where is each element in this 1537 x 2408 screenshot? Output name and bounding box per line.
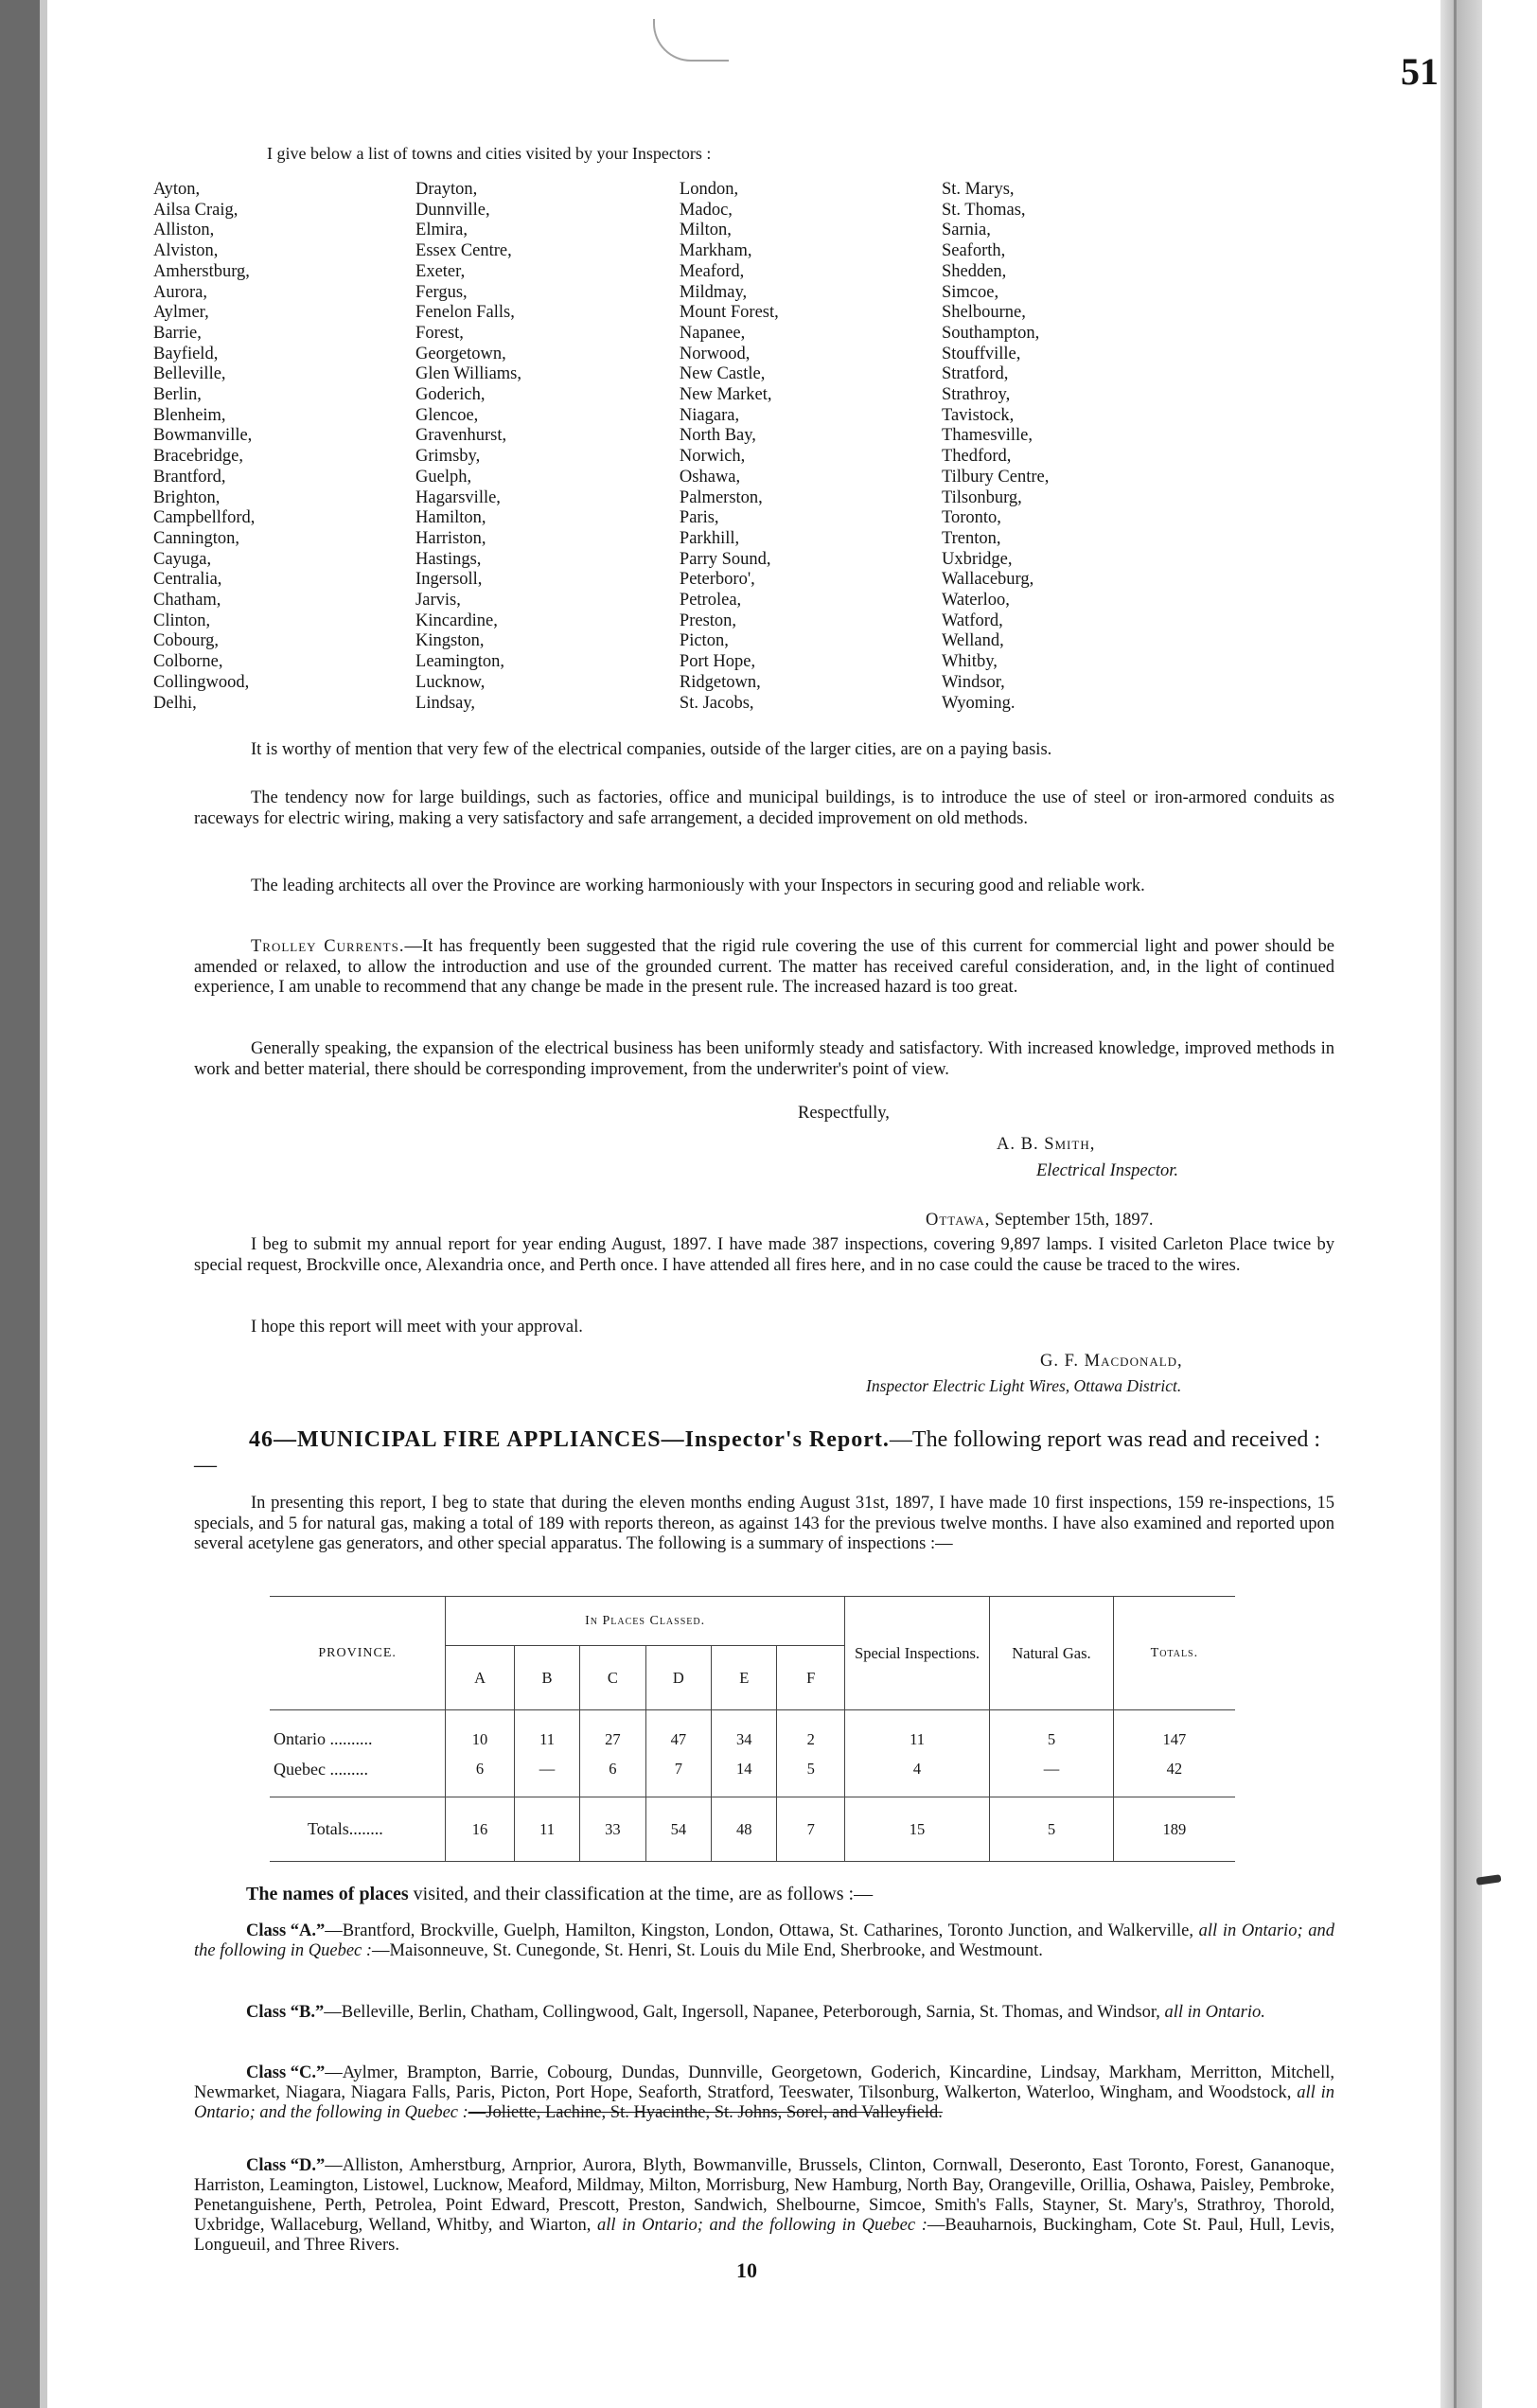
table-cell: 11 <box>844 1710 989 1756</box>
towns-column-2 <box>415 180 680 714</box>
town-name: Stouffville, <box>941 344 1021 363</box>
town-name: Berlin, <box>153 385 202 405</box>
paragraph-text: Generally speaking, the expansion of the electrical business has been uniformly steady and satisfactory. With increased knowledge, improved methods in work and better material, there should be corresponding improvement, from the underwriter's point of view. <box>194 1039 1334 1079</box>
section-heading-rest: —The following report was read and received :— <box>194 1427 1321 1478</box>
paragraph-expansion <box>194 1039 1334 1080</box>
table-cell: 34 <box>712 1710 777 1756</box>
town-name: Gravenhurst, <box>415 426 507 446</box>
town-name: Whitby, <box>941 652 998 672</box>
paragraph-conduits <box>194 788 1334 829</box>
town-name: Sarnia, <box>941 221 991 240</box>
town-name: Watford, <box>941 611 1003 630</box>
footer-number: 10 <box>736 2258 757 2282</box>
town-name: Drayton, <box>415 180 478 199</box>
town-name: Brantford, <box>153 467 226 487</box>
scan-gutter <box>0 0 40 2408</box>
town-name: London, <box>679 180 739 199</box>
class-a-italic: all in Ontario; and the following in Quebec : <box>194 1921 1335 1960</box>
section-46-heading <box>194 1427 1334 1478</box>
table-cell: 27 <box>580 1710 645 1756</box>
table-cell: 147 <box>1113 1710 1235 1756</box>
town-name: Welland, <box>941 631 1004 651</box>
class-a-label: Class “A.” <box>246 1921 326 1940</box>
paragraph-trolley-currents <box>194 937 1334 999</box>
town-name: Georgetown, <box>415 344 506 363</box>
row-label: Quebec ......... <box>274 1759 368 1779</box>
table-row-quebec <box>270 1756 1235 1797</box>
town-name: Alliston, <box>153 221 215 240</box>
paragraph-fire-appliances <box>194 1494 1334 1555</box>
header-province: PROVINCE. <box>318 1645 397 1660</box>
town-name: Hastings, <box>415 549 482 569</box>
inspections-summary-table <box>270 1596 1235 1862</box>
towns-list <box>153 180 1204 714</box>
town-name: Napanee, <box>679 323 746 343</box>
paragraph-architects <box>194 876 1334 897</box>
town-name: Cayuga, <box>153 549 212 569</box>
paragraph-paying-basis <box>194 740 1334 761</box>
page-number: 51 <box>1401 50 1439 93</box>
table-cell: 14 <box>712 1756 777 1797</box>
towns-intro: I give below a list of towns and cities visited by your Inspectors : <box>267 144 712 163</box>
table-cell: — <box>990 1756 1114 1797</box>
class-c-italic: all in Ontario; and the following in Quebec : <box>194 2083 1334 2122</box>
town-name: New Castle, <box>679 364 766 384</box>
table-cell: 4 <box>844 1756 989 1797</box>
class-c-text: —Aylmer, Brampton, Barrie, Cobourg, Dundas, Dunnville, Georgetown, Goderich, Kincardine, Lindsay, Markham, Merritton, Mitchell, Newmarket, Niagara, Niagara Falls, Paris, Picton, Port Hope, Seaforth, Stratford, Teeswater, Tilsonburg, Walkerton, Waterloo, Wingham, and Woodstock, <box>194 2063 1334 2102</box>
table-cell: 48 <box>712 1797 777 1862</box>
town-name: Niagara, <box>679 405 740 425</box>
class-e-header: E <box>712 1646 777 1710</box>
town-name: Grimsby, <box>415 447 481 467</box>
town-name: Leamington, <box>415 652 505 672</box>
town-name: Belleville, <box>153 364 226 384</box>
town-name: Clinton, <box>153 611 211 630</box>
town-name: Centralia, <box>153 570 222 590</box>
class-a-header: A <box>446 1646 514 1710</box>
dateline <box>926 1211 1154 1231</box>
town-name: Goderich, <box>415 385 486 405</box>
class-b-header: B <box>514 1646 579 1710</box>
town-name: Milton, <box>679 221 732 240</box>
closing-respectfully: Respectfully, <box>798 1104 890 1123</box>
town-name: Hamilton, <box>415 508 486 528</box>
class-b-paragraph <box>194 2003 1334 2023</box>
town-name: Tilbury Centre, <box>941 467 1050 487</box>
class-d-label: Class “D.” <box>246 2156 326 2175</box>
class-c-label: Class “C.” <box>246 2063 326 2082</box>
table-cell: 189 <box>1113 1797 1235 1862</box>
signature-title-2: Inspector Electric Light Wires, Ottawa District. <box>866 1376 1182 1395</box>
town-name: Exeter, <box>415 261 466 281</box>
class-d-paragraph <box>194 2156 1334 2256</box>
class-f-header: F <box>777 1646 844 1710</box>
town-name: Mount Forest, <box>679 303 779 323</box>
town-name: Elmira, <box>415 221 468 240</box>
places-title-bold: The names of places <box>246 1884 409 1904</box>
paragraph-text: In presenting this report, I beg to state that during the eleven months ending August 31st, 1897, I have made 10 first inspections, 159 re-inspections, 15 specials, and 5 for natural gas, making a total of 189 with reports thereon, as against 143 for the previous twelve months. I have also examined and reported upon several acetylene gas generators, and other special apparatus. The following is a summary of inspections :— <box>194 1494 1334 1553</box>
town-name: Chatham, <box>153 591 221 611</box>
town-name: Uxbridge, <box>941 549 1013 569</box>
town-name: Norwich, <box>679 447 746 467</box>
town-name: Campbellford, <box>153 508 256 528</box>
header-totals-text: Totals. <box>1150 1645 1199 1660</box>
town-name: Jarvis, <box>415 591 461 611</box>
town-name: Markham, <box>679 241 752 261</box>
paragraph-text: The tendency now for large buildings, such as factories, office and municipal buildings, is to introduce the use of steel or iron-armored conduits as raceways for electric wiring, making a very satisfactory and safe arrangement, a decided improvement on old methods. <box>194 788 1334 828</box>
town-name: Fergus, <box>415 282 468 302</box>
scan-gutter-edge <box>40 0 47 2408</box>
town-name: Lindsay, <box>415 693 476 713</box>
table-cell: 11 <box>514 1710 579 1756</box>
header-totals <box>1113 1597 1235 1710</box>
town-name: Fenelon Falls, <box>415 303 515 323</box>
town-name: Port Hope, <box>679 652 756 672</box>
town-name: Amherstburg, <box>153 261 250 281</box>
town-name: Stratford, <box>941 364 1009 384</box>
town-name: Waterloo, <box>941 591 1010 611</box>
town-name: Tilsonburg, <box>941 487 1022 507</box>
places-title-rest: visited, and their classification at the time, are as follows :— <box>408 1884 874 1904</box>
header-in-places-classed-text: In Places Classed. <box>585 1613 706 1628</box>
town-name: Collingwood, <box>153 672 250 692</box>
class-d-text: —Alliston, Amherstburg, Arnprior, Aurora, Blyth, Bowmanville, Brussels, Clinton, Cornwall, Deseronto, East Toronto, Forest, Gananoque, Harriston, Leamington, Listowel, Lucknow, Meaford, Mildmay, Milton, Morrisburg, New Hamburg, North Bay, Orangeville, Orillia, Oshawa, Paisley, Pembroke, Penetanguishene, Perth, Petrolea, Point Edward, Prescott, Preston, Sandwich, Shelbourne, Simcoe, Smith's Falls, Stayner, St. Mary's, Strathroy, Thorold, Uxbridge, Wallaceburg, Welland, Whitby, and Wiarton, <box>194 2156 1334 2235</box>
paragraph-annual-report <box>194 1235 1334 1276</box>
places-title <box>246 1884 873 1905</box>
town-name: Bowmanville, <box>153 426 253 446</box>
table-cell: 54 <box>645 1797 711 1862</box>
town-name: Oshawa, <box>679 467 741 487</box>
class-a-quebec: —Maisonneuve, St. Cunegonde, St. Henri, St. Louis du Mile End, Sherbrooke, and Westmount. <box>372 1941 1043 1960</box>
town-name: North Bay, <box>679 426 756 446</box>
town-name: Kincardine, <box>415 611 498 630</box>
town-name: Kingston, <box>415 631 485 651</box>
table-cell: 7 <box>645 1756 711 1797</box>
table-cell: — <box>514 1756 579 1797</box>
table-row-totals <box>270 1797 1235 1862</box>
table-cell: 5 <box>990 1710 1114 1756</box>
town-name: Norwood, <box>679 344 751 363</box>
town-name: Bayfield, <box>153 344 219 363</box>
town-name: Paris, <box>679 508 719 528</box>
town-name: Aurora, <box>153 282 208 302</box>
town-name: Simcoe, <box>941 282 999 302</box>
town-name: Glencoe, <box>415 405 479 425</box>
table-cell: 7 <box>777 1797 844 1862</box>
town-name: Tavistock, <box>941 405 1015 425</box>
town-name: Petrolea, <box>679 591 742 611</box>
town-name: Madoc, <box>679 200 733 220</box>
class-c-paragraph <box>194 2063 1334 2123</box>
paragraph-text: —It has frequently been suggested that the rigid rule covering the use of this current for commercial light and power should be amended or relaxed, to allow the introduction and use of the grounded current. The matter has received careful consideration, and, in the light of continued experience, I am unable to recommend that any change be made in the present rule. The increased hazard is too great. <box>194 937 1334 997</box>
town-name: Trenton, <box>941 528 1001 548</box>
section-heading-bold: 46—MUNICIPAL FIRE APPLIANCES—Inspector's Report. <box>249 1427 890 1452</box>
table-cell: 6 <box>580 1756 645 1797</box>
paragraph-approval <box>194 1318 1334 1338</box>
trolley-currents-heading: Trolley Currents. <box>251 937 405 956</box>
town-name: Thamesville, <box>941 426 1034 446</box>
table-cell: 5 <box>990 1797 1114 1862</box>
signature-name-2: G. F. Macdonald, <box>1040 1352 1183 1371</box>
header-natural: Natural Gas. <box>990 1597 1114 1710</box>
town-name: Toronto, <box>941 508 1001 528</box>
town-name: New Market, <box>679 385 772 405</box>
class-a-text: —Brantford, Brockville, Guelph, Hamilton, Kingston, London, Ottawa, St. Catharines, Toronto Junction, and Walkerville, <box>325 1921 1193 1940</box>
town-name: Seaforth, <box>941 241 1006 261</box>
town-name: Cobourg, <box>153 631 220 651</box>
signature-title: Electrical Inspector. <box>1036 1161 1179 1180</box>
table-cell: 33 <box>580 1797 645 1862</box>
signature-name: A. B. Smith, <box>997 1135 1096 1154</box>
header-special: Special Inspections. <box>844 1597 989 1710</box>
town-name: Wallaceburg, <box>941 570 1034 590</box>
town-name: Shelbourne, <box>941 303 1026 323</box>
towns-column-3 <box>680 180 942 714</box>
table-cell: 15 <box>844 1797 989 1862</box>
class-b-italic: all in Ontario. <box>1159 2003 1265 2022</box>
class-c-quebec: —Joliette, Lachine, St. Hyacinthe, St. Johns, Sorel, and Valleyfield. <box>468 2103 943 2122</box>
table-cell: 2 <box>777 1710 844 1756</box>
dateline-date: September 15th, 1897. <box>995 1211 1154 1230</box>
class-a-paragraph <box>194 1921 1334 1961</box>
town-name: Hagarsville, <box>415 487 501 507</box>
header-in-places-classed <box>446 1597 845 1646</box>
town-name: Brighton, <box>153 487 221 507</box>
paragraph-text: I beg to submit my annual report for year ending August, 1897. I have made 387 inspections, covering 9,897 lamps. I visited Carleton Place twice by special request, Brockville once, Alexandria once, and Perth once. I have attended all fires here, and in no case could the cause be traced to the wires. <box>194 1235 1334 1275</box>
page-curl <box>653 19 729 62</box>
book-spine <box>1440 0 1482 2408</box>
paragraph-text: I hope this report will meet with your approval. <box>251 1318 583 1337</box>
towns-column-4 <box>942 180 1204 714</box>
town-name: Mildmay, <box>679 282 748 302</box>
town-name: Southampton, <box>941 323 1040 343</box>
town-name: Essex Centre, <box>415 241 512 261</box>
town-name: Shedden, <box>941 261 1007 281</box>
town-name: Preston, <box>679 611 737 630</box>
town-name: Delhi, <box>153 693 197 713</box>
row-label: Totals........ <box>308 1819 383 1838</box>
table-row-ontario <box>270 1710 1235 1756</box>
class-c-header: C <box>580 1646 645 1710</box>
town-name: Cannington, <box>153 528 239 548</box>
town-name: Aylmer, <box>153 303 209 323</box>
town-name: Dunnville, <box>415 200 490 220</box>
town-name: Barrie, <box>153 323 202 343</box>
table-cell: 11 <box>514 1797 579 1862</box>
town-name: Colborne, <box>153 652 223 672</box>
town-name: Lucknow, <box>415 672 486 692</box>
paragraph-text: The leading architects all over the Province are working harmoniously with your Inspectors in securing good and reliable work. <box>251 876 1145 895</box>
town-name: Ingersoll, <box>415 570 483 590</box>
table-cell: 42 <box>1113 1756 1235 1797</box>
town-name: Ailsa Craig, <box>153 200 238 220</box>
town-name: Glen Williams, <box>415 364 521 384</box>
class-d-header: D <box>645 1646 711 1710</box>
table-cell: 16 <box>446 1797 514 1862</box>
town-name: Meaford, <box>679 261 745 281</box>
town-name: Peterboro', <box>679 570 755 590</box>
class-d-italic: all in Ontario; and the following in Quebec : <box>591 2216 928 2235</box>
table-cell: 47 <box>645 1710 711 1756</box>
town-name: Thedford, <box>941 447 1012 467</box>
town-name: Windsor, <box>941 672 1005 692</box>
town-name: Harriston, <box>415 528 486 548</box>
town-name: Ridgetown, <box>679 672 761 692</box>
town-name: St. Thomas, <box>941 200 1026 220</box>
town-name: Picton, <box>679 631 729 651</box>
town-name: Wyoming. <box>941 693 1016 713</box>
town-name: Parkhill, <box>679 528 740 548</box>
class-b-text: —Belleville, Berlin, Chatham, Collingwood, Galt, Ingersoll, Napanee, Peterborough, Sarnia, St. Thomas, and Windsor, <box>324 2003 1160 2022</box>
row-label: Ontario .......... <box>274 1729 373 1749</box>
town-name: Forest, <box>415 323 464 343</box>
town-name: Alviston, <box>153 241 219 261</box>
town-name: St. Marys, <box>941 180 1015 199</box>
class-b-label: Class “B.” <box>246 2003 325 2022</box>
town-name: Blenheim, <box>153 405 226 425</box>
towns-column-1 <box>153 180 415 714</box>
dateline-place: Ottawa, <box>926 1211 991 1230</box>
town-name: Bracebridge, <box>153 447 244 467</box>
town-name: Ayton, <box>153 180 201 199</box>
table-cell: 10 <box>446 1710 514 1756</box>
paragraph-text: It is worthy of mention that very few of the electrical companies, outside of the larger cities, are on a paying basis. <box>251 740 1052 759</box>
table-cell: 5 <box>777 1756 844 1797</box>
spine-line <box>1454 0 1457 2408</box>
town-name: Parry Sound, <box>679 549 771 569</box>
document-page <box>47 0 1440 2408</box>
table-cell: 6 <box>446 1756 514 1797</box>
town-name: Guelph, <box>415 467 472 487</box>
town-name: St. Jacobs, <box>679 693 754 713</box>
town-name: Strathroy, <box>941 385 1011 405</box>
town-name: Palmerston, <box>679 487 763 507</box>
class-d-quebec: —Beauharnois, Buckingham, Cote St. Paul, Hull, Levis, Longueuil, and Three Rivers. <box>194 2216 1335 2255</box>
